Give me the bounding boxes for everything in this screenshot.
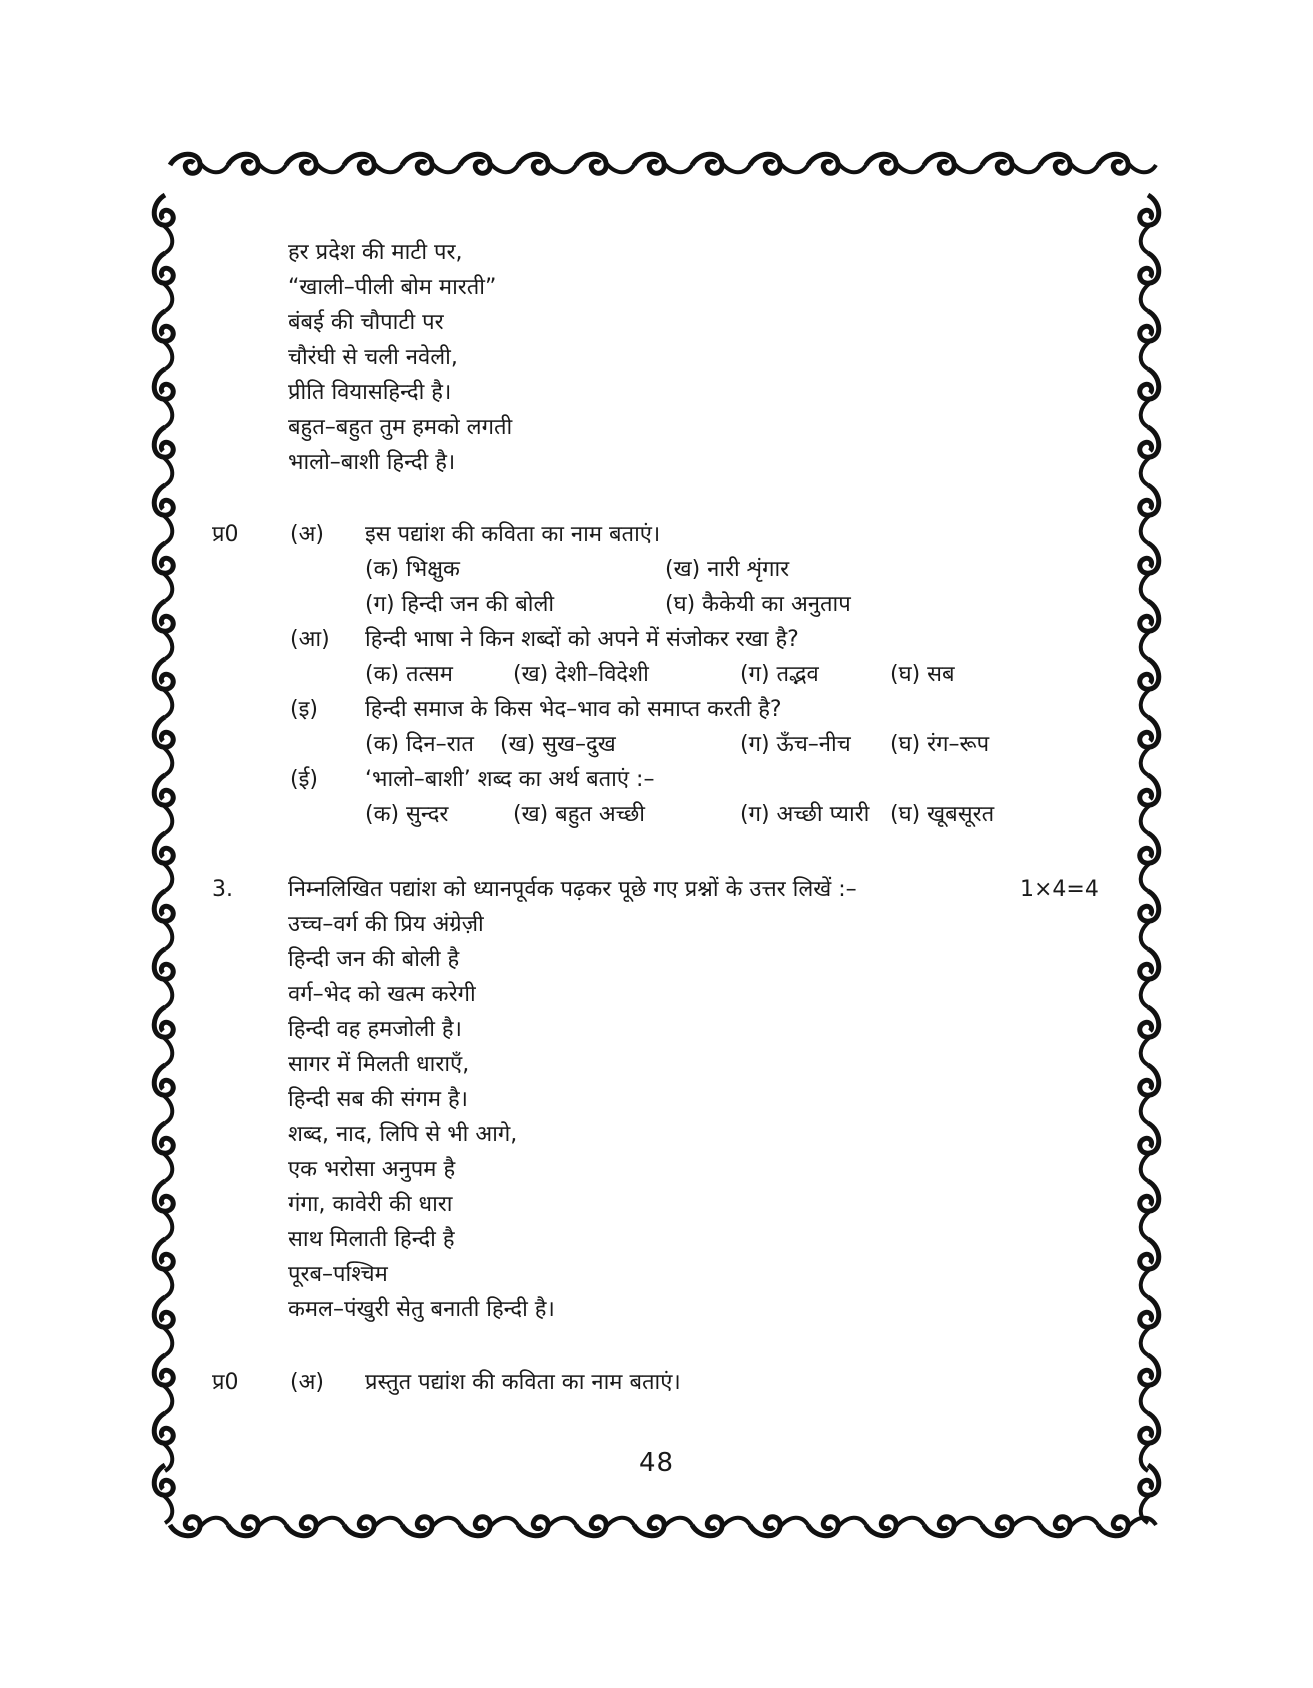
poem-line: “खाली–पीली बोम मारती” [288, 275, 497, 300]
poem-line: साथ मिलाती हिन्दी है [288, 1227, 455, 1252]
question-number: 3. [212, 877, 233, 902]
option: (ख) देशी–विदेशी [513, 662, 649, 687]
poem-line: हर प्रदेश की माटी पर, [288, 240, 463, 265]
poem-line: हिन्दी वह हमजोली है। [288, 1017, 462, 1042]
poem-line: सागर में मिलती धाराएँ, [288, 1052, 470, 1077]
option: (ग) अच्छी प्यारी [740, 802, 870, 827]
option: (ख) बहुत अच्छी [513, 802, 645, 827]
poem-line: बंबई की चौपाटी पर [288, 310, 444, 335]
subquestion-text: हिन्दी भाषा ने किन शब्दों को अपने में संजोकर रखा है? [365, 627, 799, 652]
poem-line: हिन्दी जन की बोली है [288, 947, 460, 972]
subquestion-number: (ई) [290, 767, 318, 792]
subquestion-number: (अ) [290, 1370, 324, 1395]
option: (घ) रंग–रूप [890, 732, 990, 757]
subquestion-text: ‘भालो–बाशी’ शब्द का अर्थ बताएं :– [365, 767, 655, 792]
poem-line: उच्च–वर्ग की प्रिय अंग्रेज़ी [288, 912, 484, 937]
option: (घ) सब [890, 662, 955, 687]
option: (घ) खूबसूरत [890, 802, 995, 827]
poem-line: कमल–पंखुरी सेतु बनाती हिन्दी है। [288, 1297, 555, 1322]
option: (घ) कैकेयी का अनुताप [665, 592, 851, 617]
option: (ग) तद्भव [740, 662, 819, 687]
option: (क) दिन–रात [365, 732, 474, 757]
poem-line: हिन्दी सब की संगम है। [288, 1087, 468, 1112]
poem-line: भालो–बाशी हिन्दी है। [288, 450, 456, 475]
poem-line: वर्ग–भेद को खत्म करेगी [288, 982, 476, 1007]
poem-line: गंगा, कावेरी की धारा [288, 1192, 453, 1217]
subquestion-number: (अ) [290, 522, 324, 547]
subquestion-text: प्रस्तुत पद्यांश की कविता का नाम बताएं। [365, 1370, 681, 1395]
poem-line: शब्द, नाद, लिपि से भी आगे, [288, 1122, 518, 1147]
option: (ख) नारी शृंगार [665, 557, 790, 582]
option: (क) सुन्दर [365, 802, 449, 827]
subquestion-number: (आ) [290, 627, 330, 652]
poem-line: पूरब–पश्चिम [288, 1262, 388, 1287]
question-label: प्र0 [212, 522, 239, 547]
poem-line: बहुत–बहुत तुम हमको लगती [288, 415, 513, 440]
poem-line: चौरंघी से चली नवेली, [288, 345, 458, 370]
question-marks: 1×4=4 [1020, 877, 1099, 902]
poem-line: प्रीति वियासहिन्दी है। [288, 380, 452, 405]
question-label: प्र0 [212, 1370, 239, 1395]
subquestion-text: हिन्दी समाज के किस भेद–भाव को समाप्त करती है? [365, 697, 782, 722]
option: (ग) ऊँच–नीच [740, 732, 851, 757]
question-instruction: निम्नलिखित पद्यांश को ध्यानपूर्वक पढ़कर पूछे गए प्रश्नों के उत्तर लिखें :– [288, 877, 857, 902]
subquestion-text: इस पद्यांश की कविता का नाम बताएं। [365, 522, 661, 547]
subquestion-number: (इ) [290, 697, 318, 722]
page-number: 48 [638, 1448, 675, 1478]
poem-line: एक भरोसा अनुपम है [288, 1157, 456, 1182]
option: (ख) सुख–दुख [500, 732, 616, 757]
option: (क) भिक्षुक [365, 557, 460, 582]
option: (ग) हिन्दी जन की बोली [365, 592, 555, 617]
option: (क) तत्सम [365, 662, 453, 687]
